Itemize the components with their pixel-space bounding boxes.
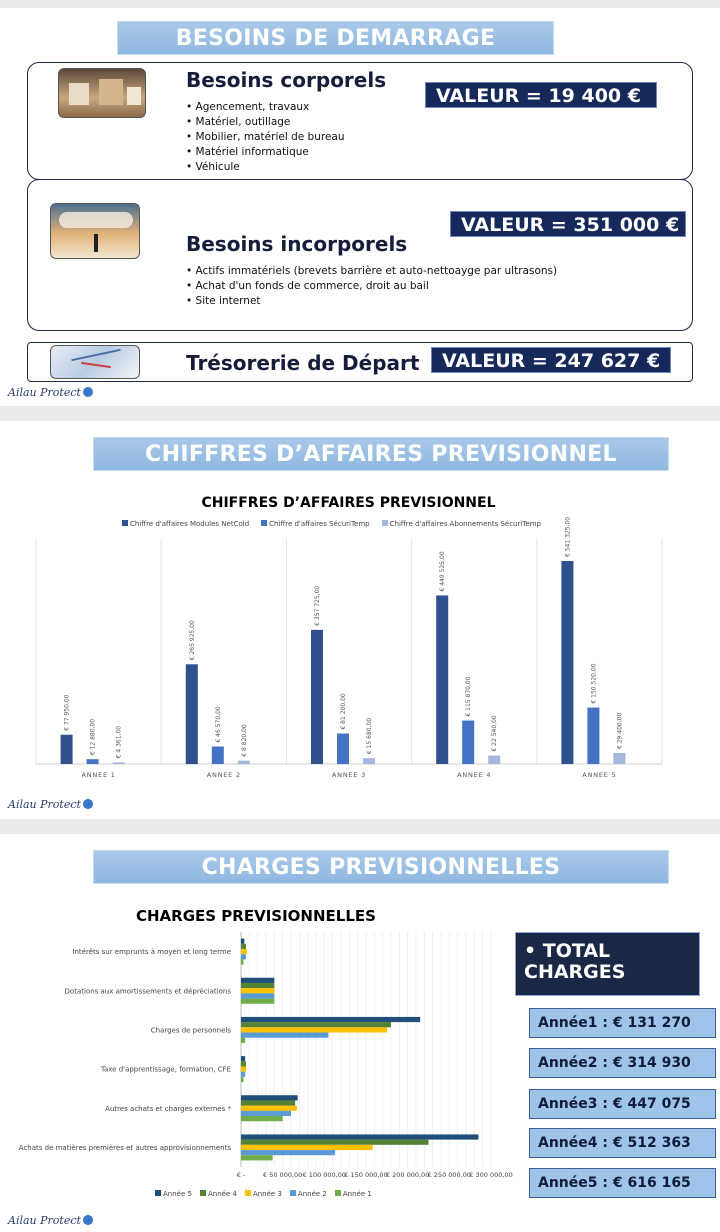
ch-bar (241, 949, 247, 954)
incorporels-list (186, 264, 557, 309)
logo-text: Ailau Protect (8, 798, 81, 811)
ch-category-label: Dotations aux amortissements et dépréciations (64, 987, 231, 996)
ca-bar (113, 762, 125, 764)
ca-bar (61, 735, 73, 764)
ca-bar (613, 753, 625, 764)
ch-tick-label: € 150 000,00 (344, 1171, 388, 1179)
ca-data-label: € 22 540,00 (491, 715, 499, 752)
ch-category-label: Intérêts sur emprunts à moyen et long terme (72, 948, 231, 957)
company-logo (8, 798, 93, 811)
ch-bar (241, 1106, 297, 1111)
ch-bar (241, 959, 244, 964)
ch-tick-label: € 50 000,00 (263, 1171, 303, 1179)
ca-bar (311, 630, 323, 764)
ca-data-label: € 46 570,00 (214, 706, 222, 743)
card-besoins-incorporels (27, 179, 693, 331)
ca-data-label: € 15 680,00 (366, 717, 373, 755)
incorporels-value: VALEUR = 351 000 € (450, 211, 686, 237)
office-image (58, 68, 146, 118)
ca-category-label: ANNEE 5 (582, 771, 617, 779)
drop-icon (83, 387, 93, 397)
ch-bar (241, 1027, 387, 1032)
ca-data-label: € 77 950,00 (63, 694, 71, 731)
drop-icon (83, 1215, 93, 1225)
corporels-title: Besoins corporels (186, 68, 387, 92)
ch-bar (241, 1033, 329, 1038)
ch-bar (241, 939, 244, 944)
ca-bar (488, 756, 500, 764)
ca-data-label: € 8 820,00 (240, 724, 248, 757)
legend-entry (290, 1190, 327, 1198)
ca-category-label: ANNEE 1 (81, 771, 116, 779)
list-item: • Actifs immatériels (brevets barrière et auto-nettoayge par ultrasons) (186, 264, 557, 279)
ca-data-label: € 29 400,00 (616, 712, 624, 749)
year-label: Année4 : (538, 1135, 608, 1151)
legend-swatch (200, 1190, 206, 1196)
ch-tick-label: € 300 000,00 (469, 1171, 513, 1179)
tresorerie-value: VALEUR = 247 627 € (431, 347, 671, 373)
year-value: € 314 930 (612, 1055, 691, 1071)
incorporels-title: Besoins incorporels (186, 232, 408, 256)
ca-chart-title: CHIFFRES D’AFFAIRES PREVISIONNEL (201, 495, 496, 511)
drop-icon (83, 799, 93, 809)
total-year-2 (529, 1048, 716, 1078)
legend-swatch (290, 1190, 296, 1196)
ca-bar (87, 759, 99, 764)
list-item: • Véhicule (186, 160, 345, 175)
ca-data-label: € 265 925,00 (188, 620, 196, 661)
ca-category-label: ANNEE 4 (457, 771, 492, 779)
finance-image (50, 345, 140, 379)
ch-bar (241, 1056, 245, 1061)
ch-bar (241, 1017, 420, 1022)
ch-tick-label: € - (236, 1171, 246, 1179)
legend-label: Année 4 (207, 1190, 237, 1198)
ch-bar (241, 999, 274, 1004)
ch-bar (241, 1095, 298, 1100)
list-item: • Achat d'un fonds de commerce, droit au bail (186, 279, 557, 294)
ch-category-label: Autres achats et charges externes * (105, 1104, 231, 1113)
ch-bar (241, 1077, 244, 1082)
year-label: Année1 : (538, 1015, 608, 1031)
ch-bar (241, 1061, 246, 1066)
ch-bar (241, 1038, 245, 1043)
ch-bar (241, 1072, 245, 1077)
list-item: • Agencement, travaux (186, 100, 345, 115)
total-year-5 (529, 1168, 716, 1198)
year-label: Année3 : (538, 1096, 608, 1112)
ca-bar (337, 734, 349, 764)
ca-data-label: € 150 520,00 (590, 663, 598, 704)
total-charges-title: • TOTAL CHARGES (515, 932, 700, 996)
legend-entry (245, 1190, 282, 1198)
corporels-value: VALEUR = 19 400 € (425, 82, 657, 108)
legend-label: Chiffre d'affaires Modules NetCold (130, 520, 250, 528)
legend-label: Année 1 (342, 1190, 372, 1198)
legend-label: Année 3 (252, 1190, 282, 1198)
corporels-list (186, 100, 345, 175)
ch-bar (241, 1140, 429, 1145)
ch-bar (241, 1100, 295, 1105)
card-besoins-corporels (27, 62, 693, 180)
slide2-banner: CHIFFRES D’AFFAIRES PREVISIONNEL (93, 437, 669, 471)
ca-bar (363, 758, 375, 764)
legend-swatch (155, 1190, 161, 1196)
ca-category-label: ANNEE 3 (331, 771, 367, 779)
ca-bar (462, 721, 474, 764)
ch-tick-label: € 250 000,00 (427, 1171, 472, 1179)
slide-besoins-demarrage (0, 8, 720, 406)
ca-bar-chart (0, 421, 720, 819)
ch-bar (241, 978, 274, 983)
year-value: € 131 270 (612, 1015, 691, 1031)
legend-entry (200, 1190, 237, 1198)
list-item: • Mobilier, matériel de bureau (186, 130, 345, 145)
ch-bar (241, 983, 274, 988)
legend-swatch (245, 1190, 251, 1196)
ch-category-label: Achats de matières premières et autres approvisionnements (18, 1143, 231, 1152)
legend-label: Année 2 (297, 1190, 327, 1198)
list-item: • Matériel informatique (186, 145, 345, 160)
company-logo (8, 386, 93, 399)
ca-data-label: € 449 525,00 (439, 551, 447, 592)
ch-bar (241, 1066, 246, 1071)
ca-bar (186, 664, 198, 764)
tresorerie-title: Trésorerie de Départ (186, 351, 420, 375)
ch-bar (241, 1155, 273, 1160)
slide-charges (0, 834, 720, 1232)
year-value: € 512 363 (612, 1135, 691, 1151)
ch-bar (241, 954, 246, 959)
ch-category-label: Taxe d'apprentissage, formation, CFE (100, 1065, 231, 1074)
ch-bar (241, 1145, 373, 1150)
ca-data-label: € 81 200,00 (340, 693, 347, 730)
ch-bar (241, 1116, 283, 1121)
card-tresorerie (27, 342, 693, 382)
logo-text: Ailau Protect (8, 1214, 81, 1227)
ca-data-label: € 4 361,00 (115, 725, 123, 759)
year-value: € 447 075 (612, 1096, 691, 1112)
charges-chart-legend (155, 1190, 372, 1198)
legend-label: Chiffre d'affaires SécuriTemp (269, 520, 370, 528)
company-logo (8, 1214, 93, 1227)
ch-bar (241, 1150, 335, 1155)
ca-bar (436, 595, 448, 764)
logo-text: Ailau Protect (8, 386, 81, 399)
legend-label: Chiffre d'affaires Abonnements SécuriTemp (389, 520, 541, 528)
charges-chart-title: CHARGES PREVISIONNELLES (136, 907, 376, 925)
ca-bar (561, 561, 573, 764)
ca-data-label: € 115 870,00 (465, 676, 473, 717)
year-label: Année2 : (538, 1055, 608, 1071)
total-year-4 (529, 1128, 716, 1158)
ca-data-label: € 357 725,00 (314, 585, 321, 626)
total-year-3 (529, 1089, 716, 1119)
slide3-banner: CHARGES PREVISIONNELLES (93, 850, 669, 884)
year-value: € 616 165 (612, 1175, 691, 1191)
ch-category-label: Charges de personnels (150, 1026, 231, 1035)
legend-label: Année 5 (163, 1190, 192, 1198)
year-label: Année5 : (538, 1175, 608, 1191)
slide-chiffres-affaires (0, 421, 720, 819)
legend-swatch (335, 1190, 341, 1196)
legend-entry (335, 1190, 372, 1198)
ch-bar (241, 1134, 479, 1139)
total-year-1 (529, 1008, 716, 1038)
ch-tick-label: € 100 000,00 (302, 1171, 347, 1179)
ch-bar (241, 1111, 291, 1116)
legend-entry (155, 1190, 192, 1198)
ca-bar (587, 708, 599, 764)
slide1-banner: BESOINS DE DEMARRAGE (117, 21, 554, 55)
ca-bar (238, 761, 250, 764)
ch-bar (241, 988, 274, 993)
ch-bar (241, 993, 274, 998)
ca-data-label: € 12 880,00 (89, 718, 97, 756)
ch-tick-label: € 200 000,00 (385, 1171, 430, 1179)
list-item: • Matériel, outillage (186, 115, 345, 130)
ca-data-label: € 541 325,00 (564, 516, 572, 558)
ca-bar (212, 747, 224, 764)
list-item: • Site internet (186, 294, 557, 309)
ch-bar (241, 1022, 391, 1027)
ch-bar (241, 944, 246, 949)
ca-category-label: ANNEE 2 (206, 771, 241, 779)
digital-assets-image (50, 203, 140, 259)
